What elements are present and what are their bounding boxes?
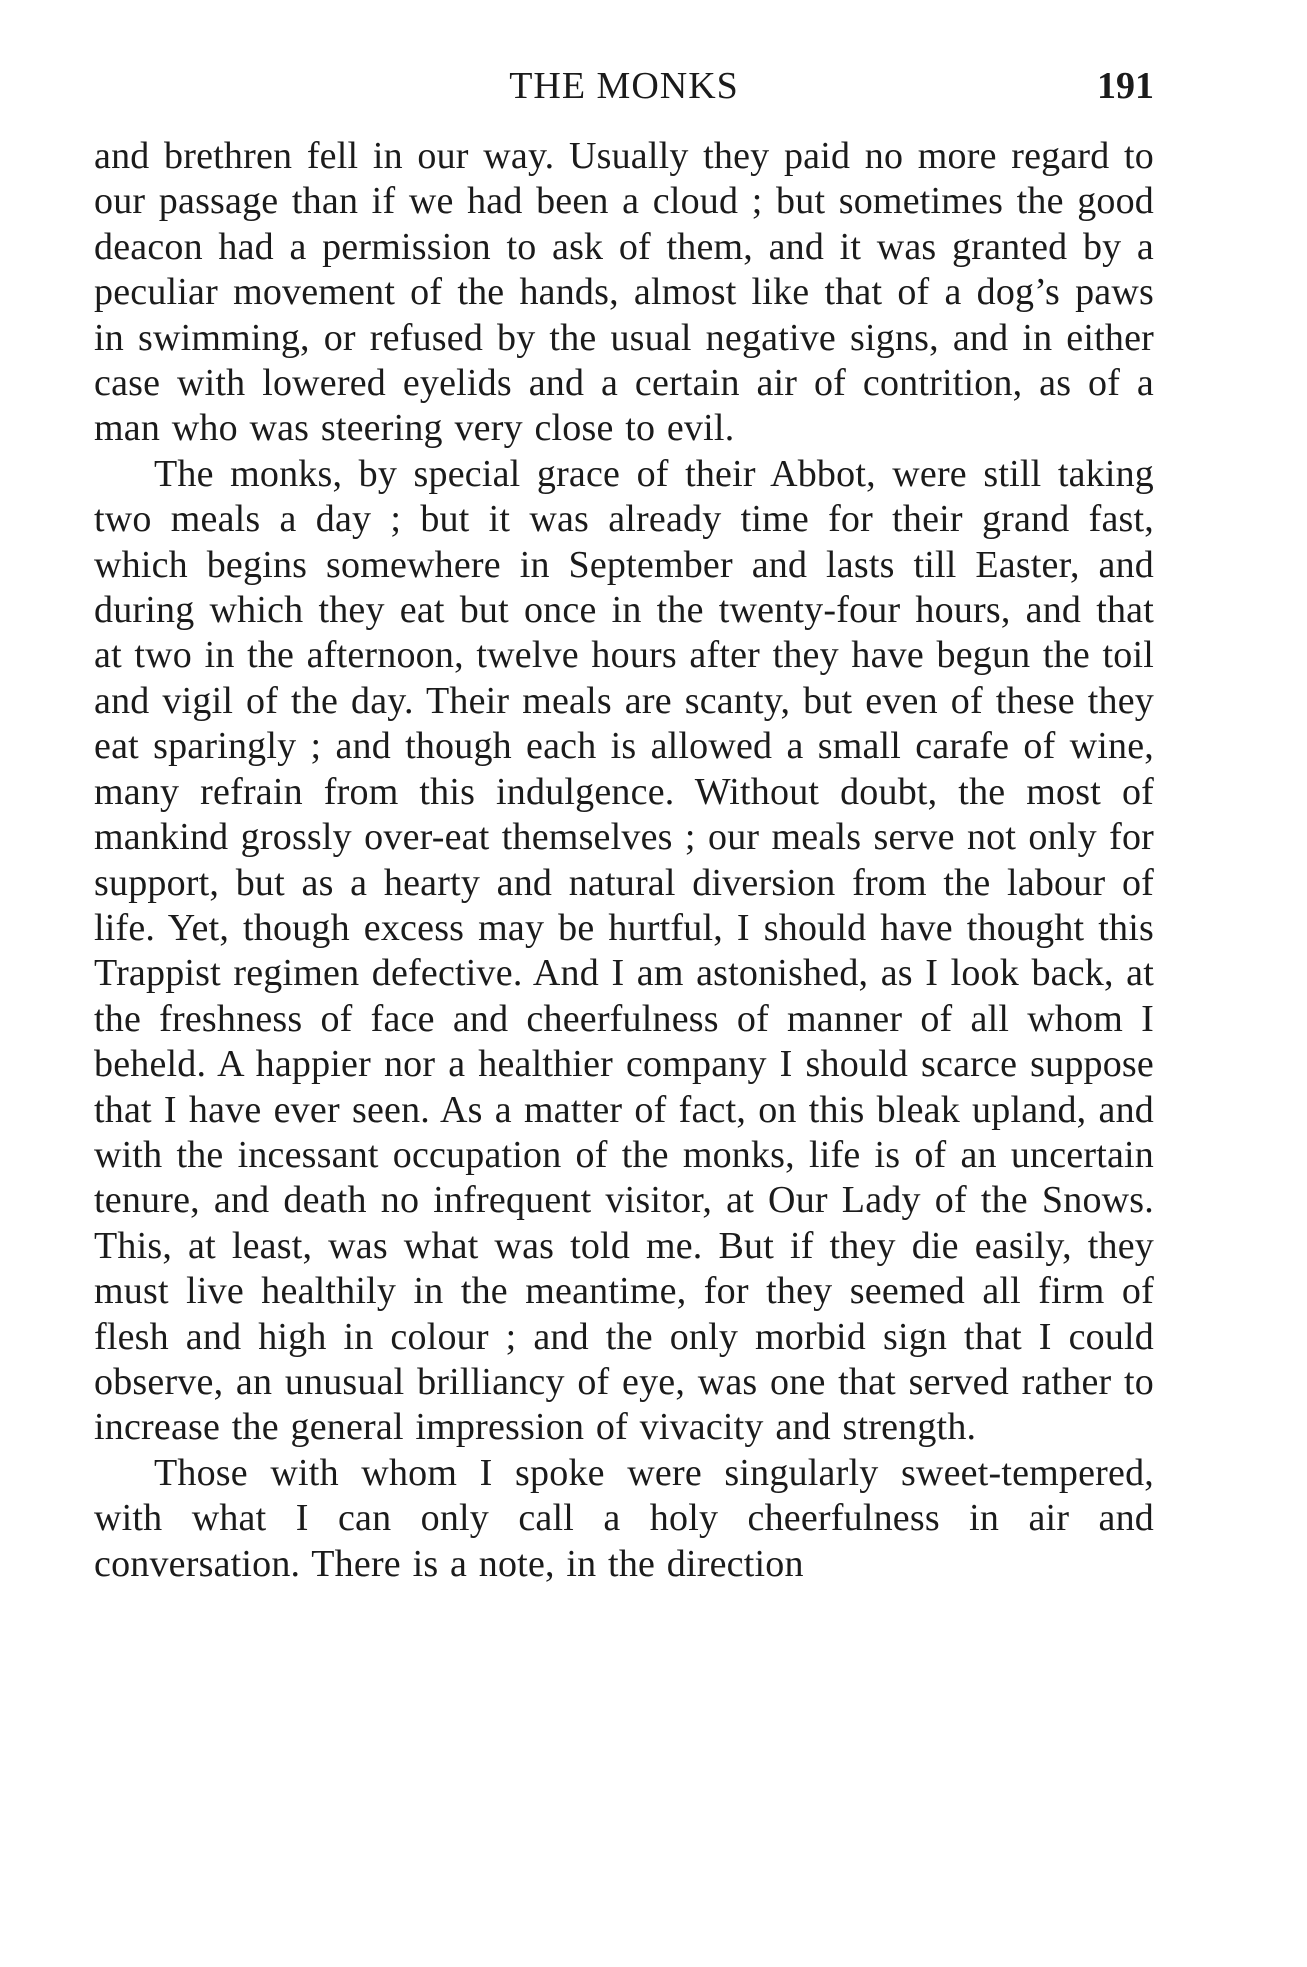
page-number: 191 — [1097, 65, 1154, 107]
body-text — [94, 134, 1154, 1587]
paragraph-continuation: and brethren fell in our way. Usually they paid no more regard to our passage than if we had been a cloud ; but sometimes the good deacon had a permission to ask of them, and it was granted by a peculiar movement of the hands, almost like that of a dog’s paws in swimming, or refused by the usual negative signs, and in either case with lowered eyelids and a certain air of contrition, as of a man who was steering very close to evil. — [94, 135, 1154, 450]
paragraph-monks-meals: The monks, by special grace of their Abbot, were still taking two meals a day ; but it was already time for their grand fast, which begins somewhere in September and lasts till Easter, and during which they eat but once in the twenty-four hours, and that at two in the afternoon, twelve hours after they have begun the toil and vigil of the day. Their meals are scanty, but even of these they eat sparingly ; and though each is allowed a small carafe of wine, many refrain from this indulgence. Without doubt, the most of mankind grossly over-eat themselves ; our meals serve not only for support, but as a hearty and natural diversion from the labour of life. Yet, though excess may be hurtful, I should have thought this Trappist regimen defective. And I am astonished, as I look back, at the freshness of face and cheerfulness of manner of all whom I beheld. A happier nor a healthier company I should scarce suppose that I have ever seen. As a matter of fact, on this bleak upland, and with the incessant occupation of the monks, life is of an uncertain tenure, and death no infrequent visitor, at Our Lady of the Snows. This, at least, was what was told me. But if they die easily, they must live healthily in the meantime, for they seemed all firm of flesh and high in colour ; and the only morbid sign that I could observe, an unusual brilliancy of eye, was one that served rather to increase the general impression of vivacity and strength. — [94, 452, 1154, 1449]
paragraph-sweet-tempered: Those with whom I spoke were singularly sweet-tempered, with what I can only call a holy cheerfulness in air and conversation. There is a note, in the direction — [94, 1451, 1154, 1585]
page-header — [94, 58, 1154, 114]
running-head-title: THE MONKS — [509, 65, 739, 107]
